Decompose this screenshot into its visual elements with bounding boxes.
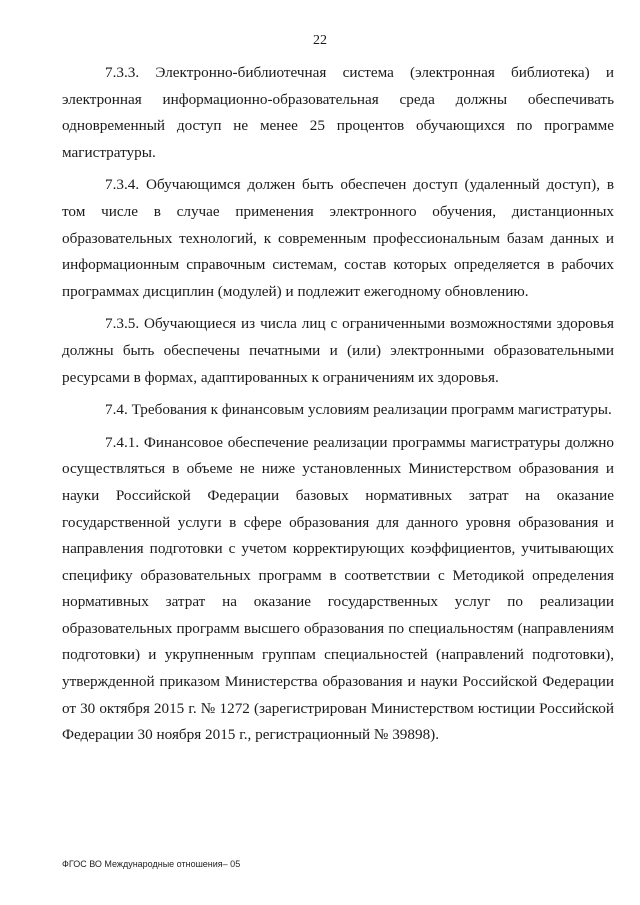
document-footer-code: ФГОС ВО Международные отношения– 05 (62, 859, 241, 869)
page-number: 22 (313, 33, 327, 48)
paragraph-7-4: 7.4. Требования к финансовым условиям реализации программ магистратуры. (105, 401, 612, 419)
document-body (62, 60, 614, 749)
paragraph-7-4-1: 7.4.1. Финансовое обеспечение реализации программы магистратуры должно осуществляться в объеме не ниже установленных Министерством образования и науки Российской Федерации базовых нормативных затрат на оказание государственной услуги в сфере образования для данного уровня образования и направления подготовки с учетом корректирующих коэффициентов, учитывающих специфику образовательных программ в соответствии с Методикой определения нормативных затрат на оказание государственных услуг по реализации образовательных программ высшего образования по специальностям (направлениям подготовки) и укрупненным группам специальностей (направлений подготовки), утвержденной приказом Министерства образования и науки Российской Федерации от 30 октября 2015 г. № 1272 (зарегистрирован Министерством юстиции Российской Федерации 30 ноября 2015 г., регистрационный № 39898). (62, 433, 614, 744)
paragraph-7-3-3: 7.3.3. Электронно-библиотечная система (электронная библиотека) и электронная информационно-образовательная среда должны обеспечивать одновременный доступ не менее 25 процентов обучающихся по программе магистратуры. (62, 64, 614, 161)
paragraph-7-3-4: 7.3.4. Обучающимся должен быть обеспечен доступ (удаленный доступ), в том числе в случае применения электронного обучения, дистанционных образовательных технологий, к современным профессиональным базам данных и информационным справочным системам, состав которых определяется в рабочих программах дисциплин (модулей) и подлежит ежегодному обновлению. (62, 176, 614, 300)
paragraph-7-3-5: 7.3.5. Обучающиеся из числа лиц с ограниченными возможностями здоровья должны быть обеспечены печатными и (или) электронными образовательными ресурсами в формах, адаптированных к ограничениям их здоровья. (62, 315, 614, 386)
